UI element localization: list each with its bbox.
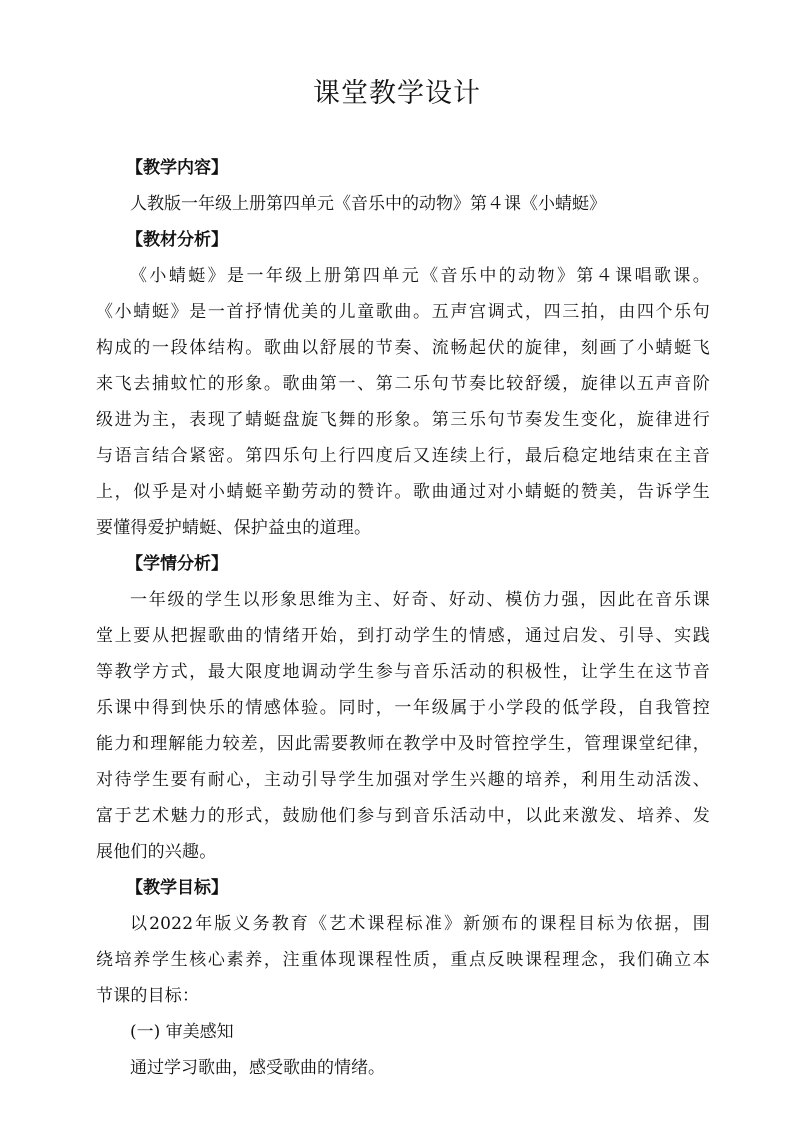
document-body [96,150,710,1086]
paragraph-line: 一年级的学生以形象思维为主、好奇、好动、模仿力强，因此在音乐课 [130,590,710,610]
paragraph-line: 要懂得爱护蜻蜓、保护益虫的道理。 [96,518,372,538]
goal-subtext: 通过学习歌曲，感受歌曲的情绪。 [130,1058,385,1078]
paragraph-line: 级进为主，表现了蜻蜓盘旋飞舞的形象。第三乐句节奏发生变化，旋律进行 [96,410,710,430]
paragraph-line: 《小蜻蜓》是一首抒情优美的儿童歌曲。五声宫调式，四三拍，由四个乐句 [96,302,710,322]
paragraph-line: 来飞去捕蚊忙的形象。歌曲第一、第二乐句节奏比较舒缓，旋律以五声音阶 [96,374,710,394]
paragraph-line: 上，似乎是对小蜻蜓辛勤劳动的赞许。歌曲通过对小蜻蜓的赞美，告诉学生 [96,482,710,502]
goal-subheading: (一) 审美感知 [130,1022,234,1042]
paragraph-line: 富于艺术魅力的形式，鼓励他们参与到音乐活动中，以此来激发、培养、发 [96,806,710,826]
paragraph-line: 以2022年版义务教育《艺术课程标准》新颁布的课程目标为依据，围 [130,914,710,934]
section-heading-material: 【教材分析】 [126,230,228,250]
section-heading-content: 【教学内容】 [126,158,228,178]
paragraph-line: 乐课中得到快乐的情感体验。同时，一年级属于小学段的低学段，自我管控 [96,698,710,718]
paragraph-line: 与语言结合紧密。第四乐句上行四度后又连续上行，最后稳定地结束在主音 [96,446,710,466]
paragraph-line: 《小蜻蜓》是一年级上册第四单元《音乐中的动物》第４课唱歌课。 [130,266,710,286]
paragraph-line: 构成的一段体结构。歌曲以舒展的节奏、流畅起伏的旋律，刻画了小蜻蜓飞 [96,338,710,358]
section-heading-students: 【学情分析】 [126,554,228,574]
content-text: 人教版一年级上册第四单元《音乐中的动物》第４课《小蜻蜓》 [130,194,606,214]
document-title: 课堂教学设计 [313,78,481,109]
paragraph-line: 堂上要从把握歌曲的情绪开始，到打动学生的情感，通过启发、引导、实践 [96,626,710,646]
paragraph-line: 等教学方式，最大限度地调动学生参与音乐活动的积极性，让学生在这节音 [96,662,710,682]
paragraph-line: 节课的目标： [96,986,200,1006]
section-heading-goals: 【教学目标】 [126,878,228,898]
paragraph-line: 对待学生要有耐心，主动引导学生加强对学生兴趣的培养，利用生动活泼、 [96,770,710,790]
paragraph-line: 绕培养学生核心素养，注重体现课程性质，重点反映课程理念，我们确立本 [96,950,710,970]
paragraph-line: 展他们的兴趣。 [96,842,217,862]
paragraph-line: 能力和理解能力较差，因此需要教师在教学中及时管控学生，管理课堂纪律， [96,734,710,754]
